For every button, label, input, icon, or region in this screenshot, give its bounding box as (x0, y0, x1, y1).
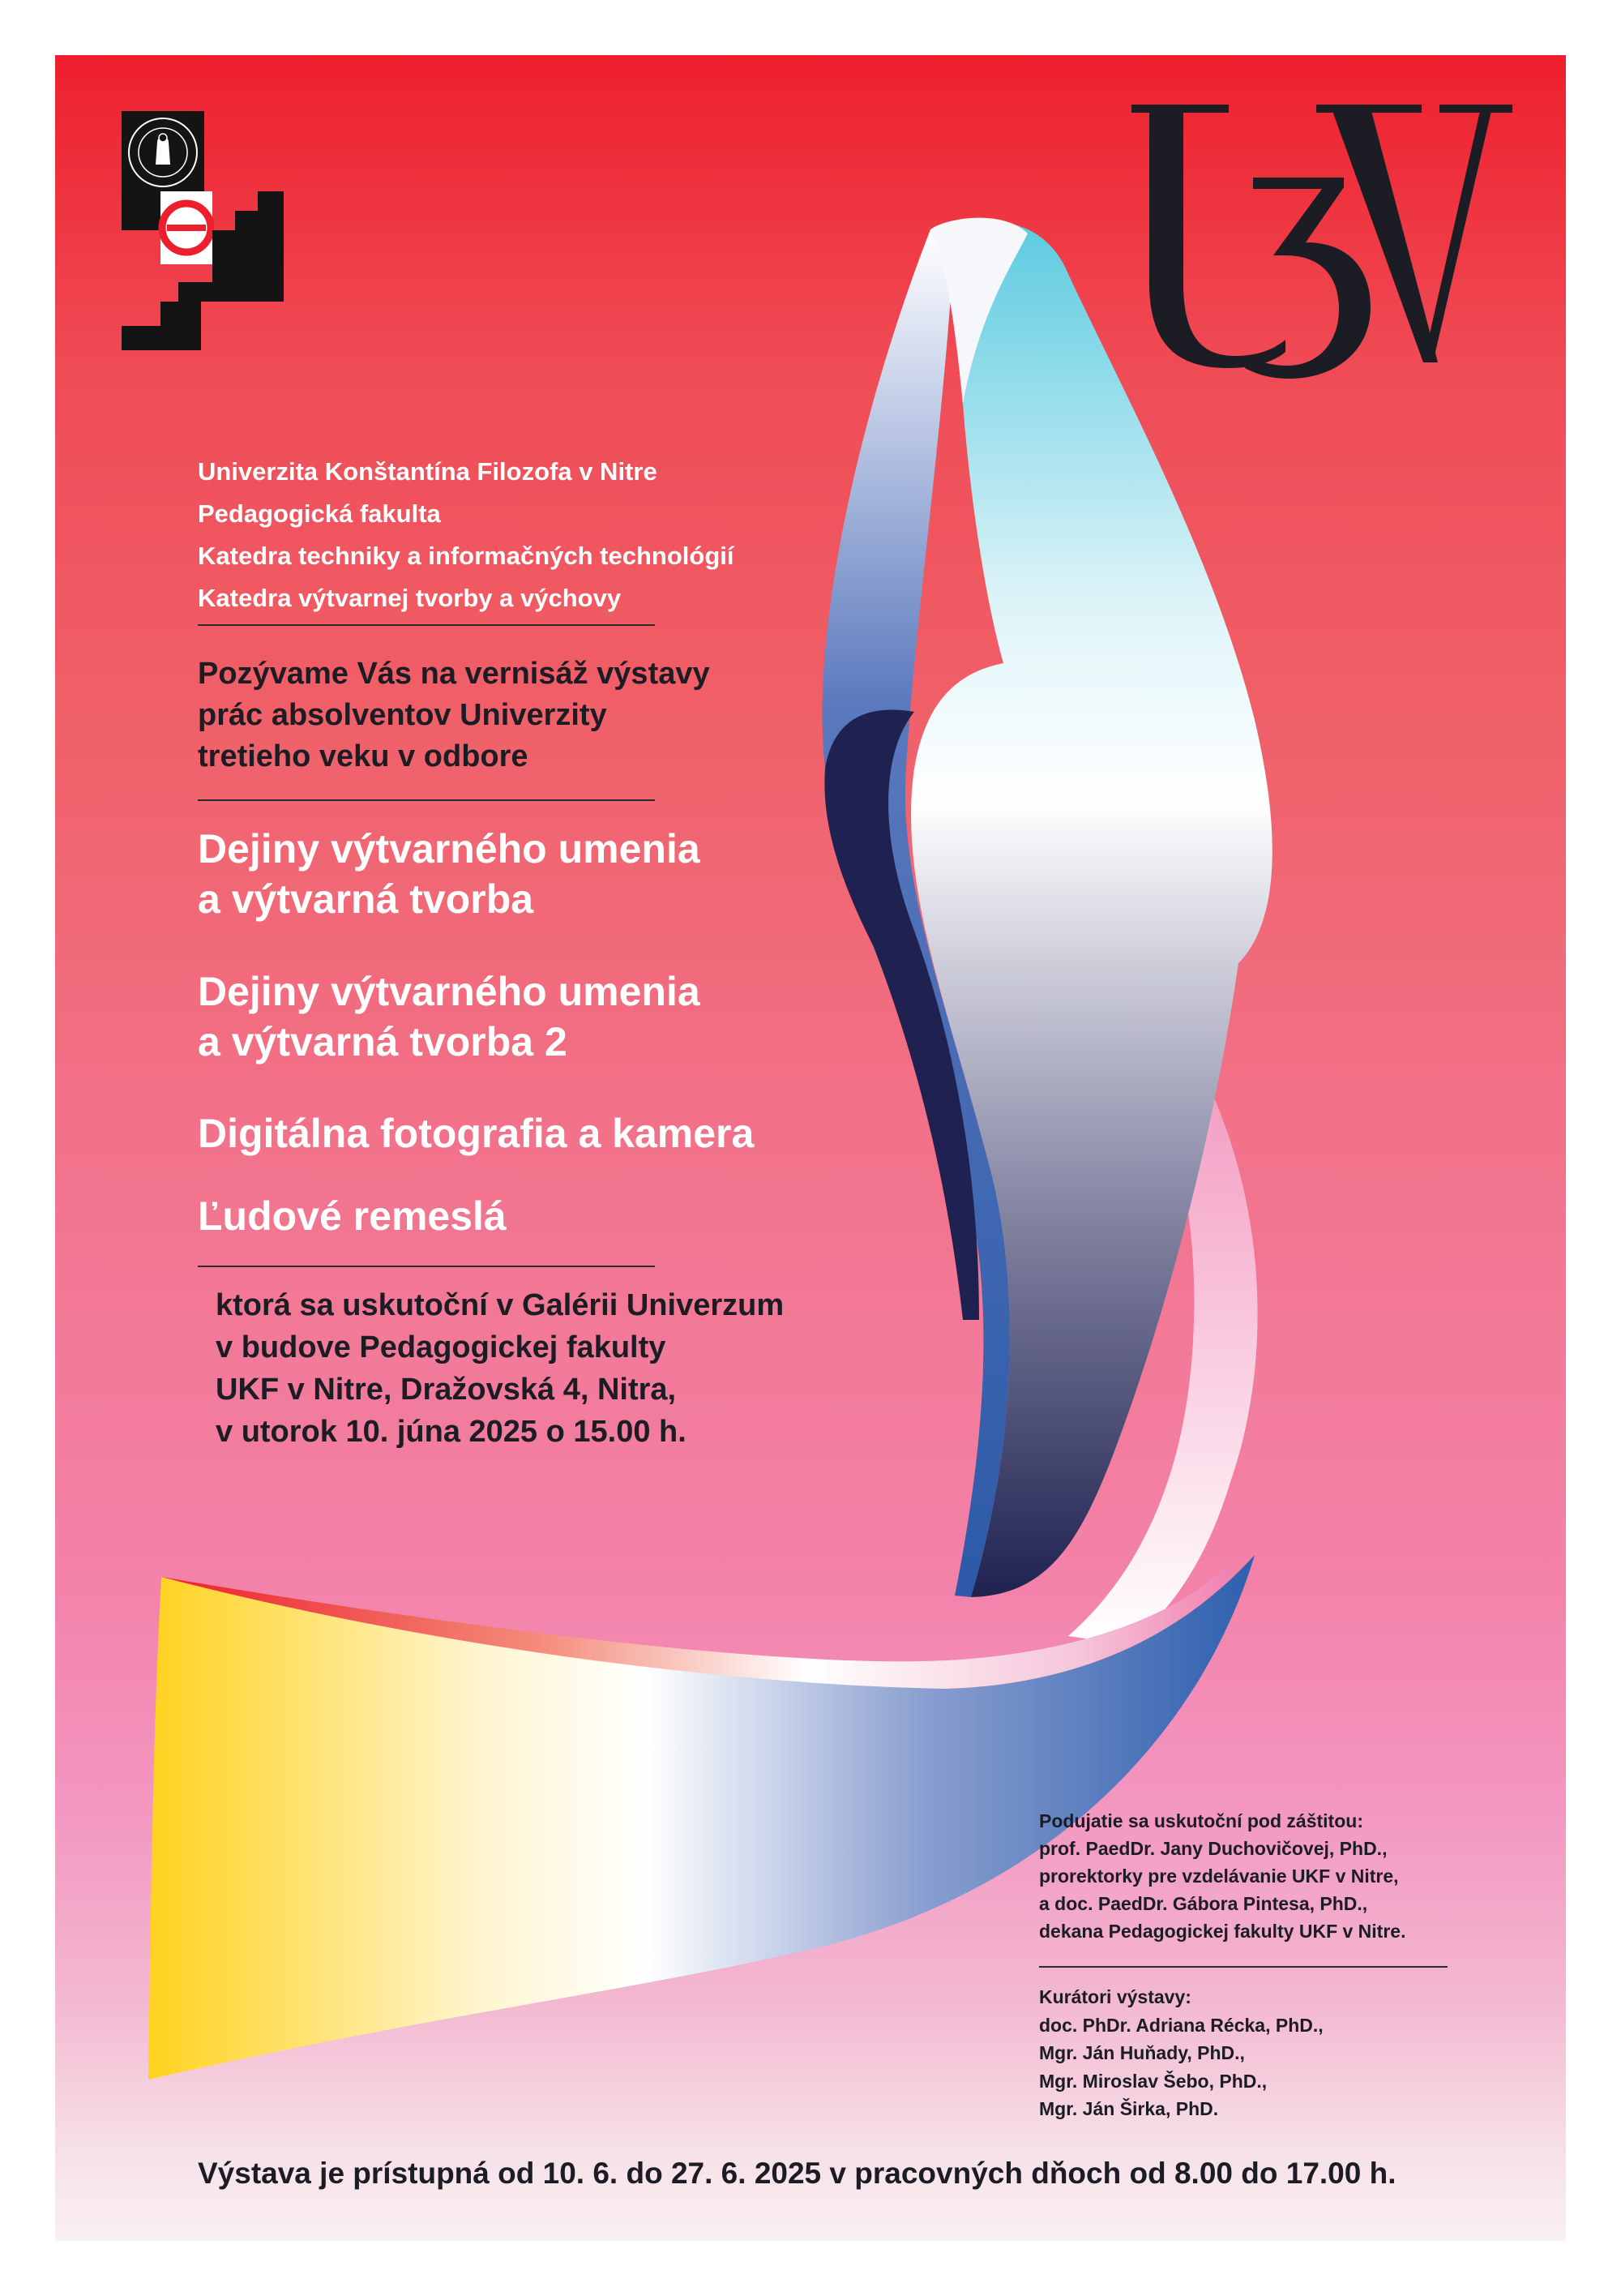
program-title: Dejiny výtvarného umenia (198, 969, 700, 1014)
program-4 (198, 1191, 507, 1241)
patronage-line: prorektorky pre vzdelávanie UKF v Nitre, (1039, 1866, 1399, 1887)
curator-line: Mgr. Ján Širka, PhD. (1039, 2098, 1219, 2119)
invitation-line: Pozývame Vás na vernisáž výstavy (198, 657, 710, 691)
divider (198, 624, 655, 626)
curator-line: Mgr. Ján Huňady, PhD., (1039, 2042, 1245, 2063)
program-1 (198, 824, 700, 924)
poster (55, 55, 1566, 2241)
patronage-block (1039, 1807, 1405, 1945)
institution-line: Katedra výtvarnej tvorby a výchovy (198, 584, 622, 612)
venue-line: ktorá sa uskutoční v Galérii Univerzum (216, 1288, 785, 1322)
institution-line: Pedagogická fakulta (198, 499, 441, 528)
divider (1039, 1966, 1448, 1968)
invitation-line: prác absolventov Univerzity (198, 698, 607, 732)
patronage-line: prof. PaedDr. Jany Duchovičovej, PhD., (1039, 1838, 1388, 1859)
u3v-logo-icon (1131, 105, 1512, 405)
curator-line: doc. PhDr. Adriana Récka, PhD., (1039, 2014, 1324, 2036)
faculty-stairs-logo-icon (122, 191, 292, 353)
invitation-block (198, 653, 710, 777)
program-3 (198, 1108, 754, 1159)
curator-line: Mgr. Miroslav Šebo, PhD., (1039, 2070, 1268, 2092)
program-title: Dejiny výtvarného umenia (198, 826, 700, 872)
venue-block (216, 1284, 784, 1453)
patronage-line: Podujatie sa uskutoční pod záštitou: (1039, 1810, 1363, 1831)
program-2 (198, 966, 700, 1067)
patronage-line: a doc. PaedDr. Gábora Pintesa, PhD., (1039, 1893, 1368, 1914)
venue-line: v budove Pedagogickej fakulty (216, 1330, 666, 1364)
program-title: a výtvarná tvorba (198, 876, 534, 922)
divider (198, 799, 655, 801)
curator-line: Kurátori výstavy: (1039, 1986, 1191, 2007)
venue-line: v utorok 10. júna 2025 o 15.00 h. (216, 1415, 686, 1449)
institution-line: Katedra techniky a informačných technológií (198, 542, 734, 570)
university-seal-icon (122, 111, 204, 194)
program-title: a výtvarná tvorba 2 (198, 1019, 567, 1064)
opening-hours: Výstava je prístupná od 10. 6. do 27. 6. 2025 v pracovných dňoch od 8.00 do 17.00 h. (198, 2157, 1396, 2190)
divider (198, 1266, 655, 1267)
program-title: Digitálna fotografia a kamera (198, 1111, 755, 1156)
venue-line: UKF v Nitre, Dražovská 4, Nitra, (216, 1373, 677, 1407)
curators-block (1039, 1983, 1324, 2123)
program-title: Ľudové remeslá (198, 1193, 507, 1239)
institution-line: Univerzita Konštantína Filozofa v Nitre (198, 457, 657, 486)
institutions-block (198, 451, 734, 619)
invitation-line: tretieho veku v odbore (198, 739, 528, 773)
patronage-line: dekana Pedagogickej fakulty UKF v Nitre. (1039, 1921, 1406, 1942)
